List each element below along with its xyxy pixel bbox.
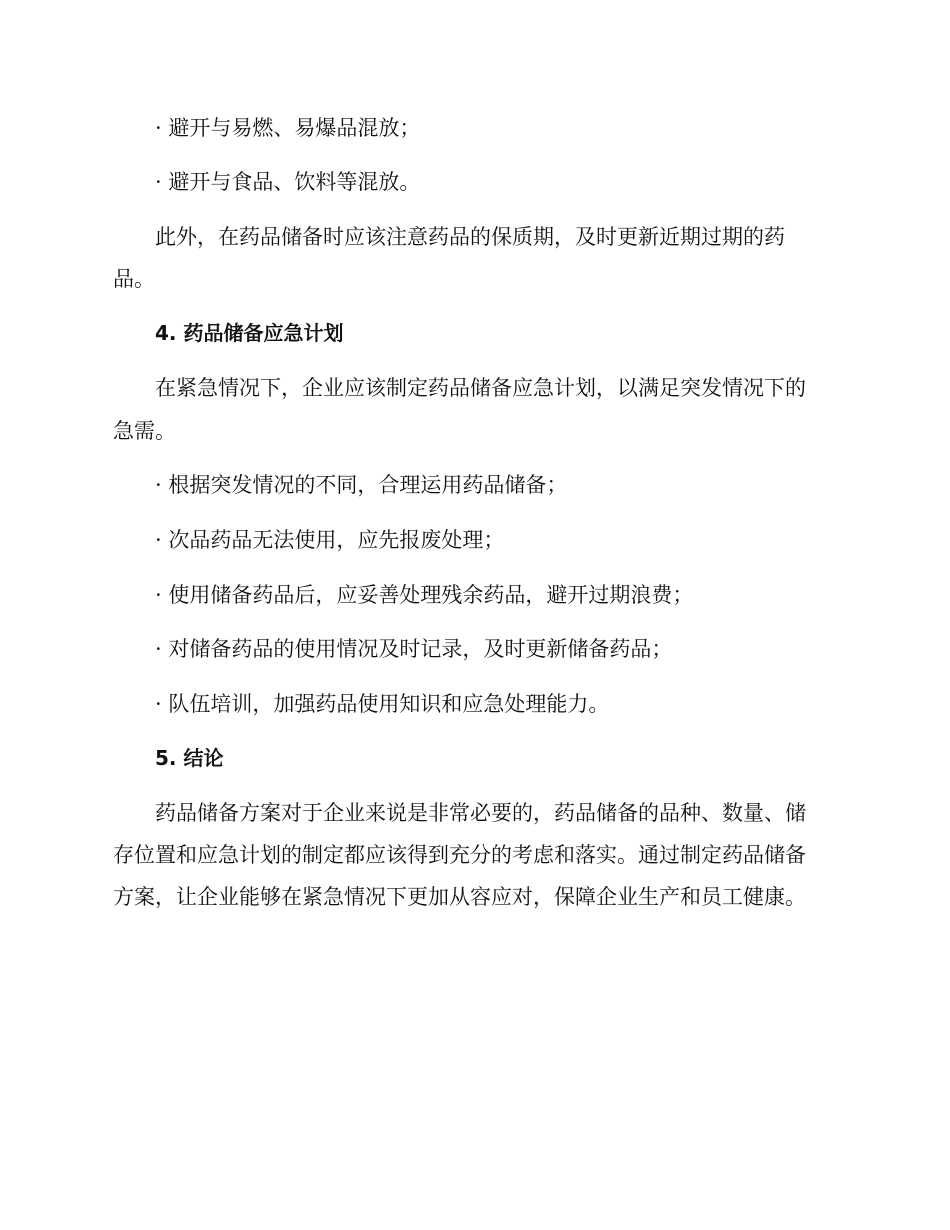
bullet-item: · 避开与食品、饮料等混放。	[155, 170, 421, 194]
bullet-item: · 根据突发情况的不同，合理运用药品储备；	[155, 473, 568, 497]
bullet-item: · 次品药品无法使用，应先报废处理；	[155, 528, 505, 552]
paragraph-line: 方案，让企业能够在紧急情况下更加从容应对，保障企业生产和员工健康。	[113, 885, 806, 909]
bullet-item: · 对储备药品的使用情况及时记录，及时更新储备药品；	[155, 637, 673, 661]
paragraph-line: 急需。	[113, 419, 176, 443]
paragraph-line: 药品储备方案对于企业来说是非常必要的，药品储备的品种、数量、储	[155, 801, 806, 825]
paragraph-line: 在紧急情况下，企业应该制定药品储备应急计划，以满足突发情况下的	[155, 376, 806, 400]
paragraph-line: 存位置和应急计划的制定都应该得到充分的考虑和落实。通过制定药品储备	[113, 843, 806, 867]
bullet-item: · 避开与易燃、易爆品混放；	[155, 116, 421, 140]
paragraph-line: 此外，在药品储备时应该注意药品的保质期，及时更新近期过期的药	[155, 225, 785, 249]
section-heading: 4. 药品储备应急计划	[155, 321, 344, 345]
paragraph-line: 品。	[113, 267, 155, 291]
bullet-item: · 队伍培训，加强药品使用知识和应急处理能力。	[155, 692, 610, 716]
section-heading: 5. 结论	[155, 746, 224, 770]
bullet-item: · 使用储备药品后，应妥善处理残余药品，避开过期浪费；	[155, 583, 694, 607]
